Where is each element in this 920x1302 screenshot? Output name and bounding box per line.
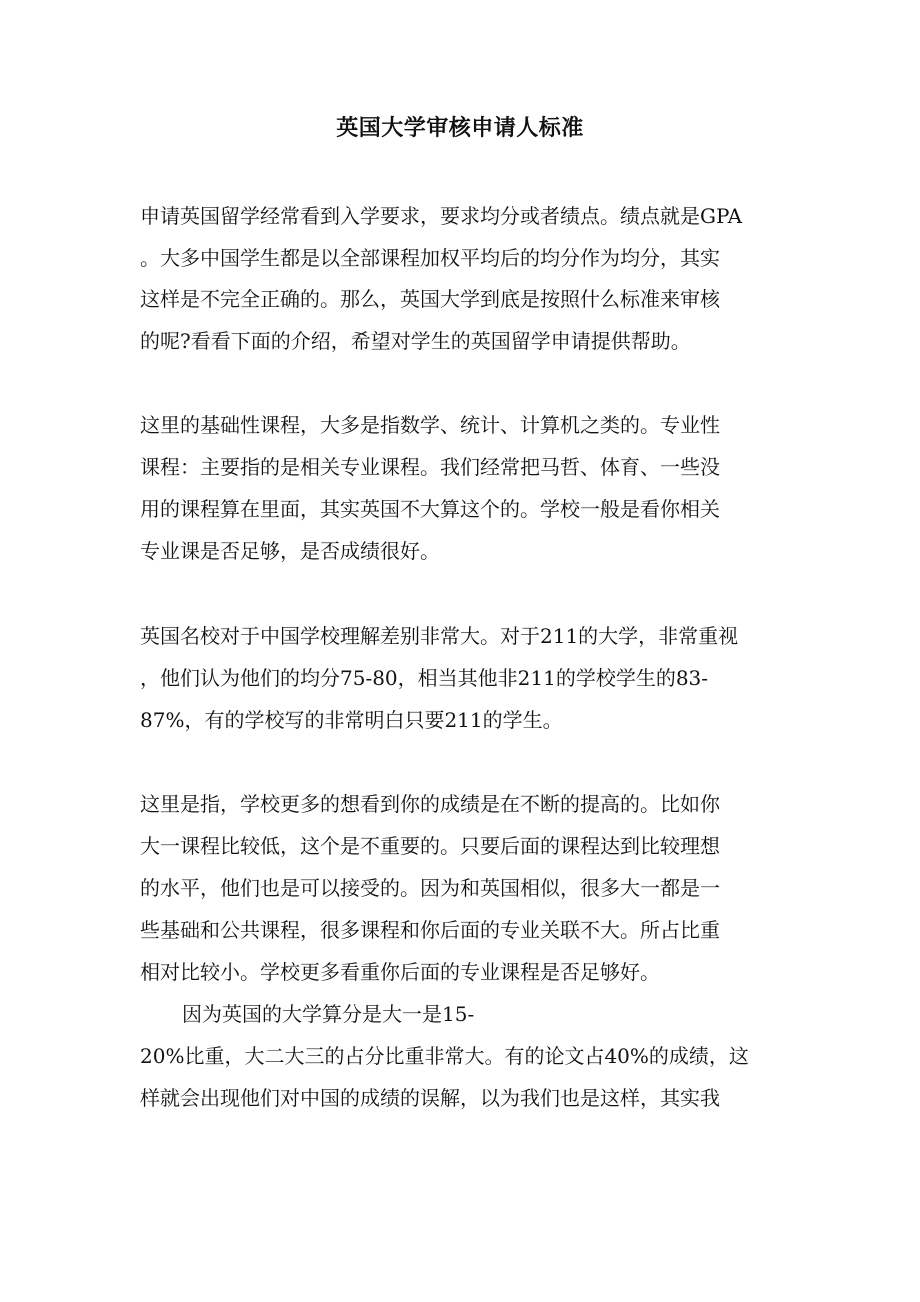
paragraph-2-line-2: 课程：主要指的是相关专业课程。我们经常把马哲、体育、一些没 <box>140 455 720 479</box>
paragraph-4-line-5: 相对比较小。学校更多看重你后面的专业课程是否足够好。 <box>140 960 660 984</box>
paragraph-2-line-1: 这里的基础性课程，大多是指数学、统计、计算机之类的。专业性 <box>140 413 720 437</box>
paragraph-2-line-4: 专业课是否足够，是否成绩很好。 <box>140 539 440 563</box>
document-title: 英国大学审核申请人标准 <box>336 115 584 141</box>
paragraph-1-line-2: 。大多中国学生都是以全部课程加权平均后的均分作为均分，其实 <box>140 246 720 270</box>
paragraph-4-line-4: 些基础和公共课程，很多课程和你后面的专业关联不大。所占比重 <box>140 918 720 942</box>
paragraph-1-line-1: 申请英国留学经常看到入学要求，要求均分或者绩点。绩点就是GPA <box>140 204 743 228</box>
paragraph-5-line-1: 因为英国的大学算分是大一是15- <box>182 1002 475 1026</box>
paragraph-3-line-3: 87%，有的学校写的非常明白只要211的学生。 <box>140 708 563 732</box>
paragraph-5-line-2: 20%比重，大二大三的占分比重非常大。有的论文占40%的成绩，这 <box>140 1044 749 1068</box>
paragraph-4-line-1: 这里是指，学校更多的想看到你的成绩是在不断的提高的。比如你 <box>140 792 720 816</box>
paragraph-1-line-4: 的呢?看看下面的介绍，希望对学生的英国留学申请提供帮助。 <box>140 329 691 353</box>
paragraph-4-line-3: 的水平，他们也是可以接受的。因为和英国相似，很多大一都是一 <box>140 876 720 900</box>
paragraph-1-line-3: 这样是不完全正确的。那么，英国大学到底是按照什么标准来审核 <box>140 287 720 311</box>
paragraph-2-line-3: 用的课程算在里面，其实英国不大算这个的。学校一般是看你相关 <box>140 497 720 521</box>
paragraph-5-line-3: 样就会出现他们对中国的成绩的误解，以为我们也是这样，其实我 <box>140 1086 720 1110</box>
paragraph-3-line-1: 英国名校对于中国学校理解差别非常大。对于211的大学，非常重视 <box>140 624 739 648</box>
paragraph-4-line-2: 大一课程比较低，这个是不重要的。只要后面的课程达到比较理想 <box>140 834 720 858</box>
paragraph-3-line-2: ，他们认为他们的均分75-80，相当其他非211的学校学生的83- <box>140 666 709 690</box>
